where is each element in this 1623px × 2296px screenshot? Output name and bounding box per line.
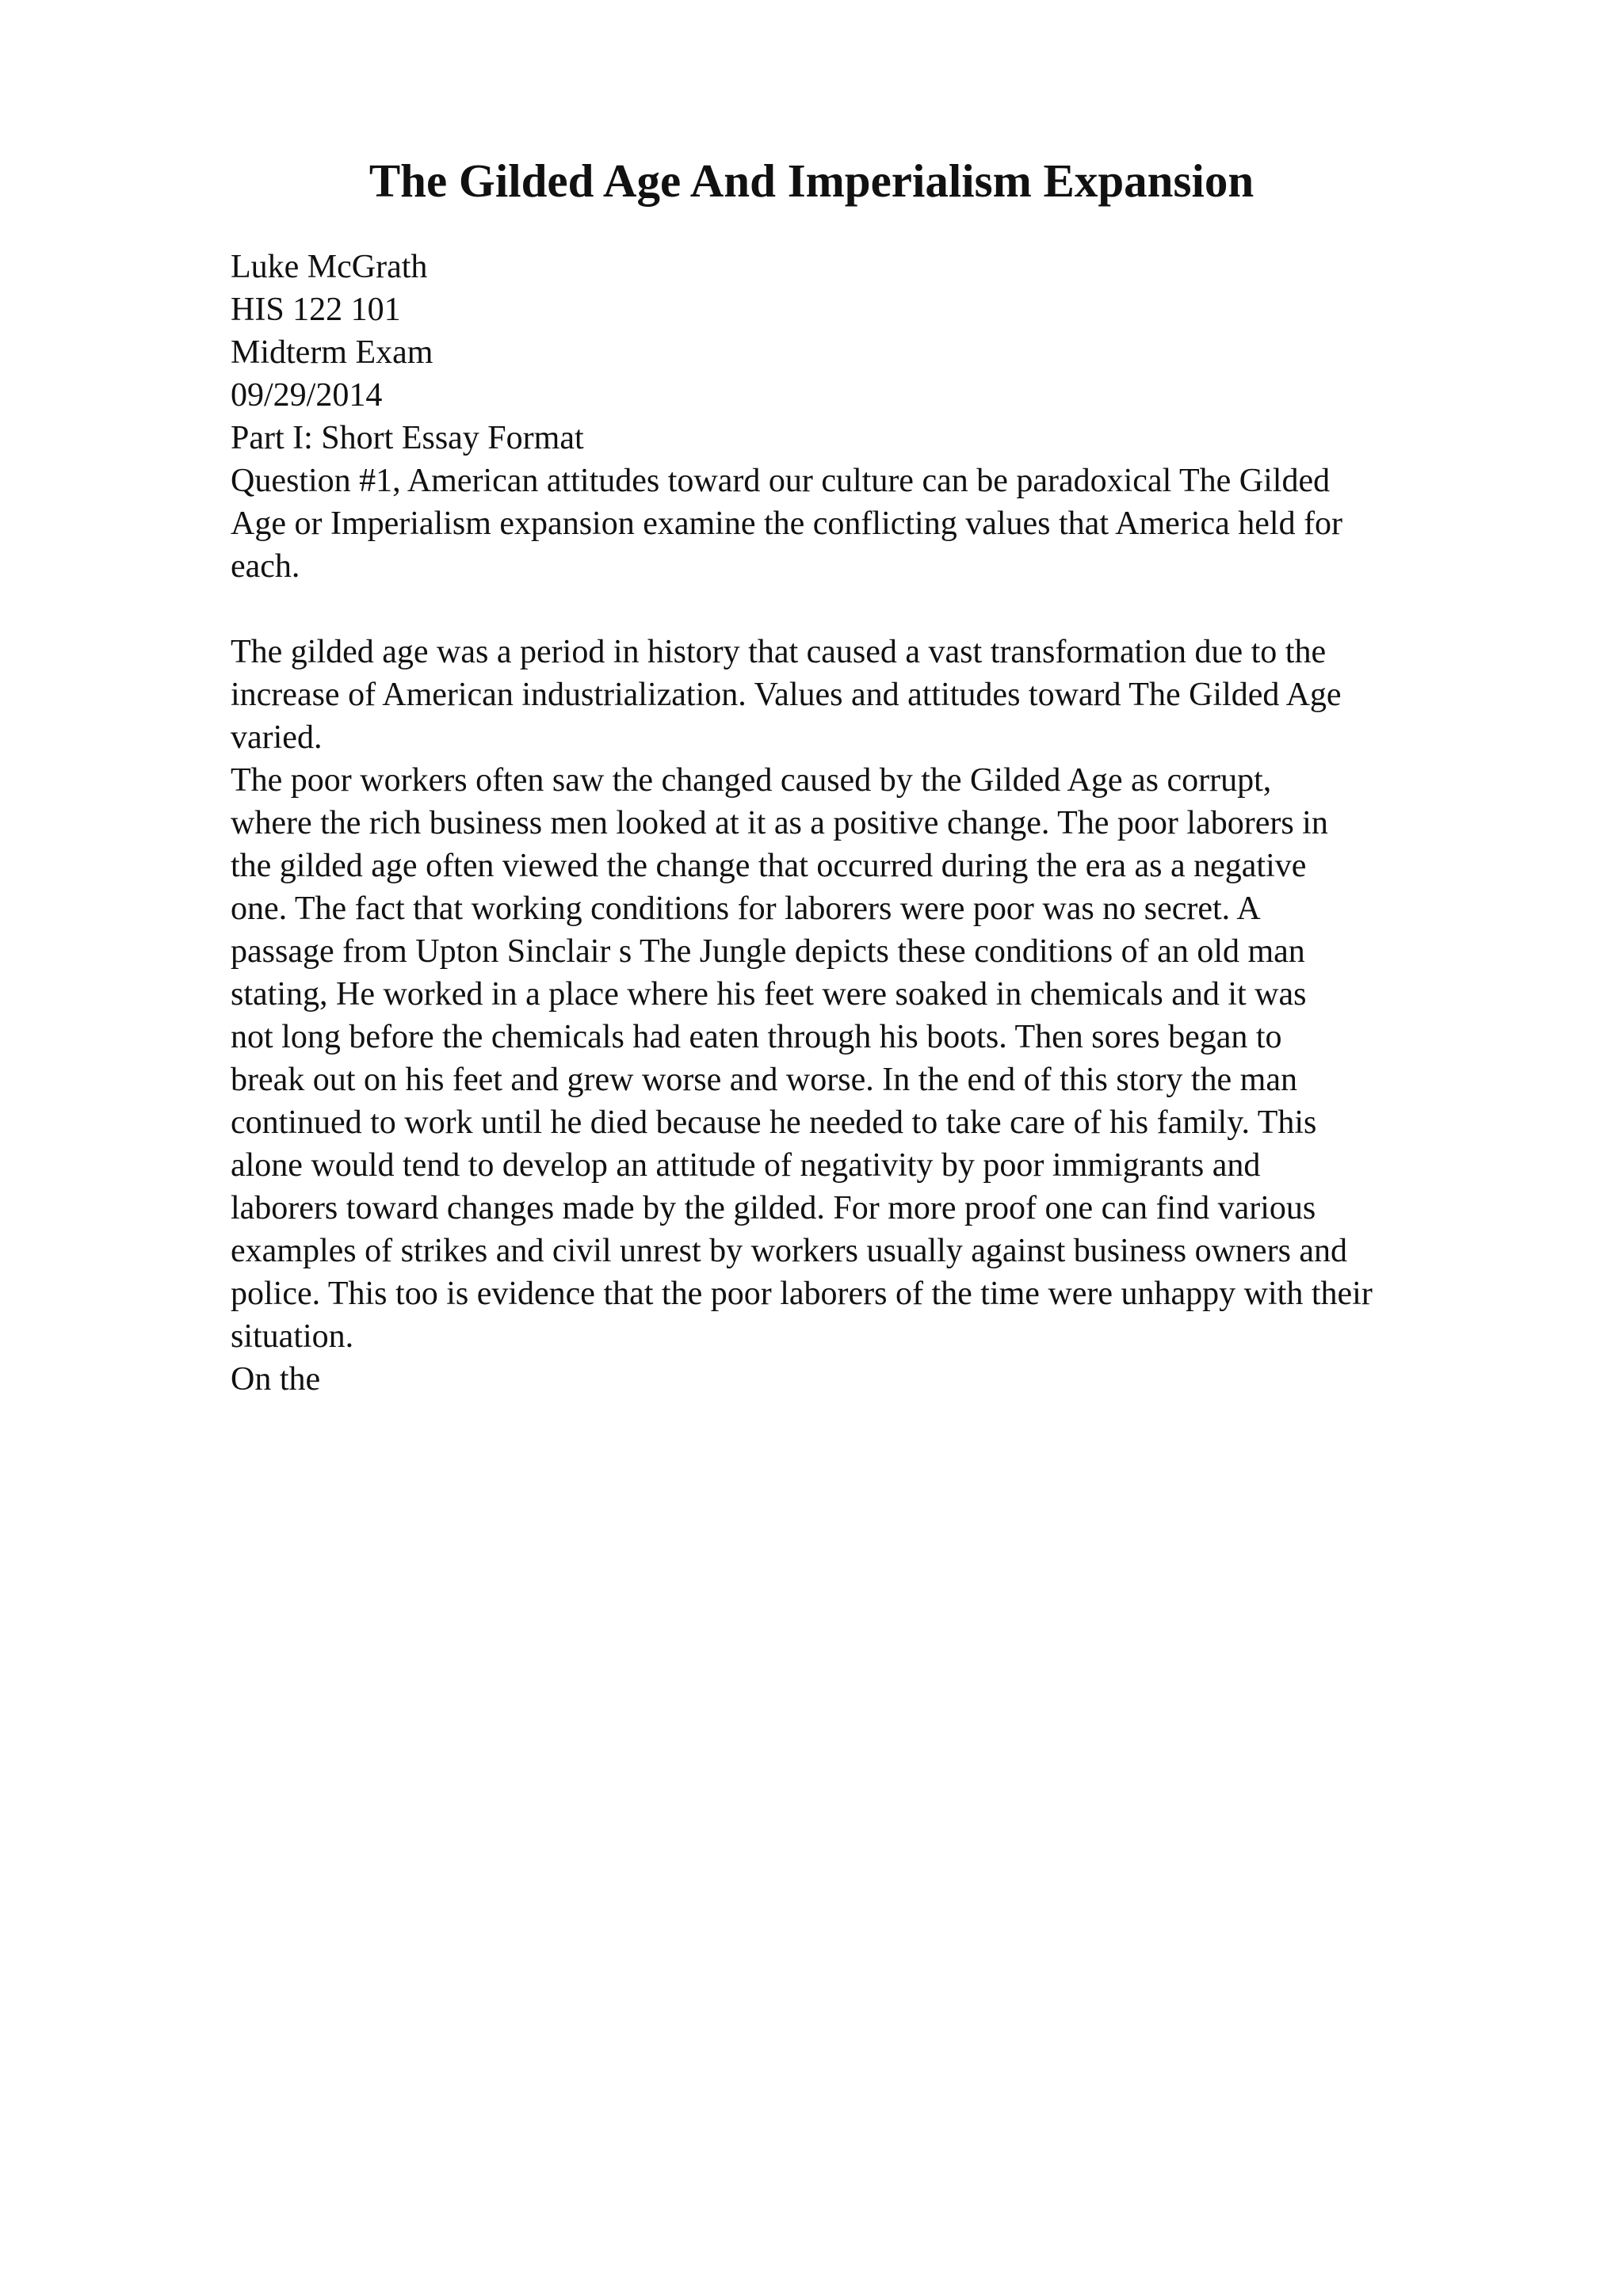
course-code: HIS 122 101 [231,292,401,328]
paragraph-line: situation. [231,1318,354,1355]
question-line: Age or Imperialism expansion examine the conflicting values that America held for [231,505,1343,542]
exam-name: Midterm Exam [231,334,433,371]
author-name: Luke McGrath [231,249,428,285]
paragraph-intro [231,631,1594,759]
paragraph-line: where the rich business men looked at it as a positive change. The poor laborers in [231,805,1328,841]
paragraph-line: increase of American industrialization. Values and attitudes toward The Gilded Age [231,677,1342,713]
paragraph-line: alone would tend to develop an attitude of negativity by poor immigrants and [231,1147,1261,1184]
paragraph-line: varied. [231,719,323,756]
paragraph-line: On the [231,1361,321,1398]
paragraph-line: one. The fact that working conditions for laborers were poor was no secret. A [231,891,1261,927]
paragraph-line: not long before the chemicals had eaten through his boots. Then sores began to [231,1019,1282,1055]
paragraph-line: laborers toward changes made by the gilded. For more proof one can find various [231,1190,1316,1226]
paragraph-line: continued to work until he died because he needed to take care of his family. This [231,1104,1317,1141]
question-line: each. [231,548,300,585]
question-text [231,460,1594,588]
paragraph-continuation [231,1358,1594,1401]
paragraph-line: police. This too is evidence that the poor laborers of the time were unhappy with their [231,1276,1373,1312]
part-heading: Part I: Short Essay Format [231,420,584,456]
exam-date: 09/29/2014 [231,377,383,414]
paragraph-line: the gilded age often viewed the change that occurred during the era as a negative [231,848,1307,884]
paragraph-line: examples of strikes and civil unrest by workers usually against business owners and [231,1233,1348,1269]
document-body [231,246,1594,1401]
paragraph-poor-workers [231,759,1594,1358]
question-line: Question #1, American attitudes toward our culture can be paradoxical The Gilded [231,463,1331,499]
paragraph-line: passage from Upton Sinclair s The Jungle depicts these conditions of an old man [231,933,1305,970]
paragraph-line: The poor workers often saw the changed caused by the Gilded Age as corrupt, [231,762,1272,799]
paragraph-line: stating, He worked in a place where his feet were soaked in chemicals and it was [231,976,1307,1013]
paragraph-line: break out on his feet and grew worse and worse. In the end of this story the man [231,1062,1297,1098]
document-title: The Gilded Age And Imperialism Expansion [369,154,1254,207]
paragraph-line: The gilded age was a period in history that caused a vast transformation due to the [231,634,1327,670]
paragraph-spacer [231,588,1594,631]
